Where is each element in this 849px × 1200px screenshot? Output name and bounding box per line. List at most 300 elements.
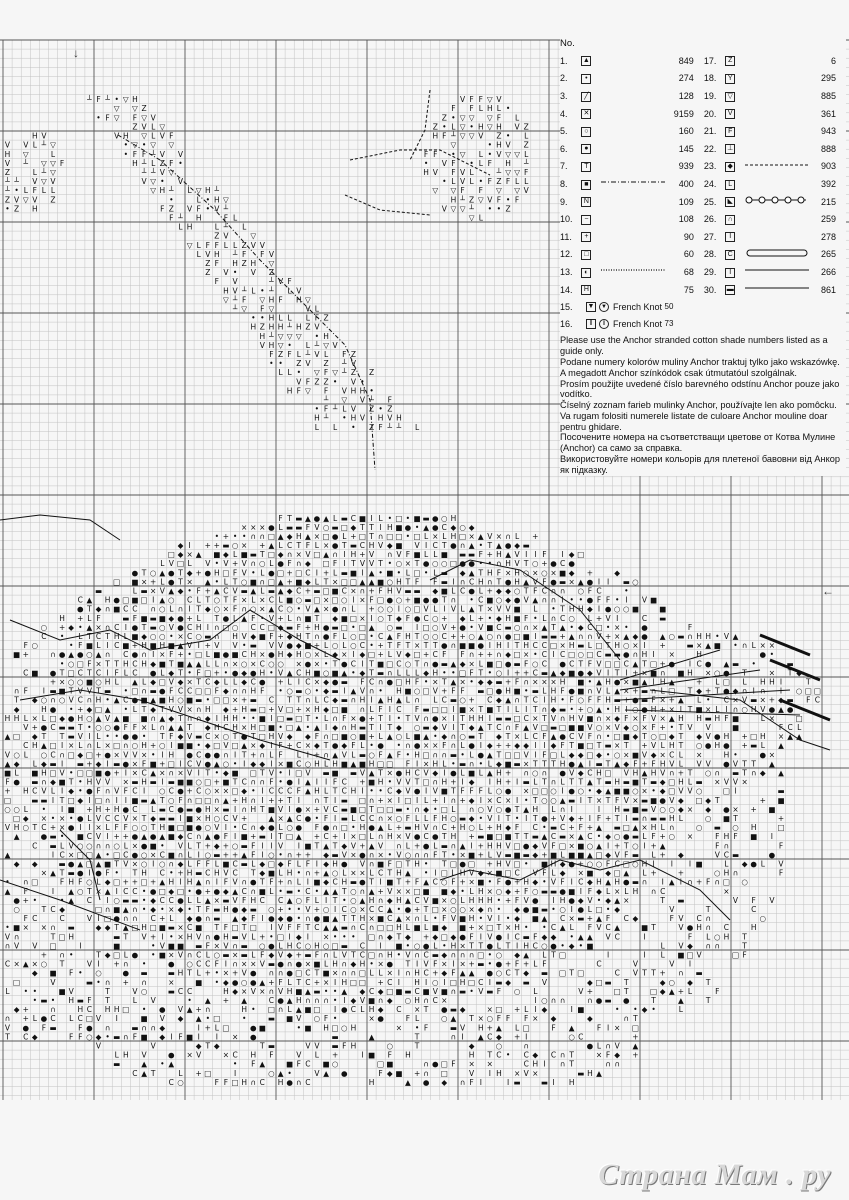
stitch-symbol: ∩ — [578, 632, 584, 641]
stitch-symbol: ◆ — [241, 678, 247, 687]
stitch-symbol: L — [479, 214, 484, 223]
stitch-symbol: L — [524, 177, 529, 186]
stitch-symbol: ▬ — [505, 623, 512, 632]
stitch-symbol: □ — [386, 659, 393, 668]
stitch-symbol: ■ — [650, 596, 657, 605]
stitch-symbol: Z — [278, 350, 283, 359]
stitch-symbol: ∩ — [105, 623, 111, 632]
stitch-symbol: ● — [623, 996, 630, 1005]
stitch-symbol: ∩ — [396, 841, 402, 850]
legend-row — [560, 122, 846, 140]
stitch-symbol: C — [514, 869, 519, 878]
stitch-symbol: ◆ — [623, 723, 629, 732]
stitch-symbol: T — [414, 632, 420, 641]
stitch-symbol: ∩ — [232, 960, 238, 969]
stitch-symbol: ◆ — [323, 705, 329, 714]
stitch-symbol: T — [741, 668, 747, 677]
stitch-symbol: ◆ — [778, 696, 784, 705]
stitch-symbol: ○ — [468, 632, 475, 641]
stitch-symbol: V — [606, 932, 612, 941]
stitch-symbol: ■ — [623, 787, 630, 796]
stitch-symbol: ○ — [432, 632, 439, 641]
stitch-symbol: T — [541, 759, 547, 768]
stitch-symbol: ○ — [669, 805, 676, 814]
stitch-symbol: + — [423, 932, 429, 941]
stitch-symbol: × — [778, 732, 784, 741]
y-icon: Y — [725, 74, 735, 84]
stitch-symbol: ▲ — [469, 969, 475, 978]
stitch-symbol: C — [32, 841, 37, 850]
stitch-symbol: □ — [541, 787, 548, 796]
stitch-symbol: I — [334, 978, 336, 987]
stitch-symbol: C — [560, 614, 565, 623]
stitch-symbol: ● — [205, 750, 212, 759]
stitch-symbol: ▽ — [50, 141, 56, 150]
stitch-symbol: ∩ — [305, 996, 311, 1005]
stitch-symbol: F — [542, 750, 546, 759]
stitch-symbol: I — [552, 1078, 554, 1087]
stitch-symbol: F — [224, 1078, 228, 1087]
stitch-symbol: □ — [386, 923, 393, 932]
stitch-symbol: F — [42, 1023, 46, 1032]
stitch-symbol: F — [324, 368, 328, 377]
stitch-symbol: ■ — [659, 605, 666, 614]
stitch-symbol: × — [95, 823, 101, 832]
stitch-symbol: + — [541, 850, 547, 859]
stitch-symbol: V — [260, 960, 266, 969]
stitch-symbol: × — [468, 659, 474, 668]
stitch-symbol: L — [551, 805, 556, 814]
stitch-symbol: + — [277, 905, 283, 914]
stitch-symbol: L — [24, 750, 29, 759]
stitch-symbol: □ — [668, 787, 675, 796]
stitch-symbol: F — [624, 850, 628, 859]
stitch-symbol: ∩ — [169, 769, 175, 778]
stitch-symbol: T — [50, 932, 56, 941]
stitch-symbol: Z — [524, 141, 529, 150]
stitch-symbol: V — [560, 814, 566, 823]
stitch-symbol: ● — [414, 787, 421, 796]
stitch-symbol: × — [359, 614, 365, 623]
stitch-symbol: ▬ — [404, 823, 411, 832]
stitch-symbol: ◆ — [68, 787, 74, 796]
stitch-symbol: H — [96, 805, 102, 814]
stitch-symbol: ● — [95, 869, 102, 878]
stitch-symbol: I — [379, 878, 381, 887]
stitch-symbol: • — [606, 750, 610, 759]
stitch-symbol: T — [614, 668, 620, 677]
stitch-symbol: × — [614, 632, 620, 641]
stitch-symbol: H — [405, 1051, 411, 1060]
stitch-symbol: T — [578, 778, 584, 787]
stitch-symbol: • — [269, 932, 273, 941]
stitch-symbol: ○ — [696, 787, 703, 796]
stitch-symbol: L — [542, 951, 547, 960]
stitch-symbol: V — [396, 550, 402, 559]
stitch-symbol: T — [250, 869, 256, 878]
stitch-symbol: ▲ — [141, 1060, 147, 1069]
legend-number: 10. — [560, 210, 581, 228]
stitch-symbol: □ — [177, 559, 184, 568]
stitch-symbol: F — [415, 678, 419, 687]
stitch-symbol: ● — [286, 1078, 293, 1087]
stitch-symbol: ○ — [541, 941, 548, 950]
stitch-symbol: C — [351, 1005, 356, 1014]
stitch-symbol: C — [187, 596, 192, 605]
stitch-symbol: Z — [324, 314, 329, 323]
stitch-symbol: ∩ — [469, 805, 475, 814]
stitch-symbol: ● — [123, 759, 130, 768]
stitch-symbol: ▲ — [305, 778, 311, 787]
stitch-symbol: • — [124, 705, 128, 714]
stitch-symbol: ▬ — [505, 714, 512, 723]
stitch-symbol: L — [215, 659, 220, 668]
stitch-symbol: □ — [577, 550, 584, 559]
stitch-symbol: □ — [595, 978, 602, 987]
stitch-symbol: I — [361, 659, 363, 668]
stitch-symbol: C — [160, 850, 165, 859]
stitch-symbol: C — [251, 678, 256, 687]
stitch-symbol: ▲ — [87, 596, 93, 605]
stitch-symbol: □ — [423, 687, 430, 696]
i-beam-icon: I — [725, 268, 735, 278]
stitch-symbol: □ — [195, 687, 202, 696]
stitch-symbol: ▲ — [150, 769, 156, 778]
stitch-symbol: ▲ — [205, 996, 211, 1005]
stitch-symbol: ◆ — [159, 1033, 165, 1042]
stitch-symbol: V — [551, 878, 557, 887]
stitch-symbol: ▲ — [241, 850, 247, 859]
stitch-symbol: C — [587, 832, 592, 841]
stitch-symbol: ◆ — [678, 805, 684, 814]
stitch-symbol: L — [451, 587, 456, 596]
stitch-symbol: I — [443, 605, 445, 614]
stitch-symbol: ◆ — [23, 814, 29, 823]
stitch-symbol: □ — [732, 951, 739, 960]
stitch-symbol: T — [277, 832, 283, 841]
stitch-symbol: L — [551, 869, 556, 878]
stitch-symbol: L — [461, 605, 466, 614]
stitch-symbol: ◆ — [351, 996, 357, 1005]
stitch-symbol: ▲ — [159, 832, 165, 841]
stitch-symbol: ◆ — [478, 678, 484, 687]
stitch-symbol: ▲ — [578, 577, 584, 586]
stitch-symbol: ● — [459, 932, 466, 941]
double-bar-icon: ‖ — [586, 319, 596, 329]
stitch-symbol: + — [205, 969, 211, 978]
stitch-symbol: F — [433, 850, 437, 859]
stitch-symbol: ■ — [386, 1060, 393, 1069]
stitch-symbol: □ — [286, 832, 293, 841]
stitch-symbol: ▬ — [295, 687, 302, 696]
stitch-symbol: ■ — [368, 778, 375, 787]
stitch-symbol: ◆ — [205, 723, 211, 732]
down-triangle-filled-icon: ▼ — [586, 302, 596, 312]
stitch-symbol: H — [314, 759, 320, 768]
stitch-symbol: ■ — [159, 659, 166, 668]
stitch-symbol: ■ — [577, 687, 584, 696]
stitch-symbol: I — [525, 550, 527, 559]
legend-number: 22. — [704, 140, 725, 158]
stitch-symbol: T — [305, 923, 311, 932]
stitch-symbol: C — [87, 832, 92, 841]
stitch-symbol: I — [161, 932, 163, 941]
stitch-symbol: × — [214, 732, 220, 741]
stitch-symbol: H — [396, 414, 402, 423]
stitch-symbol: C — [223, 814, 228, 823]
stitch-symbol: ◆ — [341, 841, 347, 850]
stitch-symbol: × — [186, 705, 192, 714]
stitch-symbol: F — [287, 923, 291, 932]
stitch-symbol: ■ — [523, 632, 530, 641]
stitch-symbol: L — [415, 668, 420, 677]
stitch-symbol: ■ — [286, 1014, 293, 1023]
stitch-symbol: × — [177, 932, 183, 941]
stitch-symbol: × — [168, 905, 174, 914]
stitch-symbol: ○ — [669, 632, 676, 641]
stitch-symbol: • — [160, 177, 164, 186]
stitch-symbol: T — [650, 923, 656, 932]
stitch-symbol: ● — [432, 714, 439, 723]
stitch-symbol: □ — [668, 687, 675, 696]
stitch-symbol: L — [324, 787, 329, 796]
stitch-symbol: ▲ — [423, 878, 429, 887]
stitch-symbol: T — [396, 878, 402, 887]
stitch-symbol: ● — [432, 1060, 439, 1069]
stitch-symbol: H — [269, 323, 275, 332]
stitch-symbol: + — [132, 641, 138, 650]
stitch-symbol: + — [541, 559, 547, 568]
stitch-symbol: ▲ — [232, 887, 238, 896]
stitch-symbol: • — [397, 568, 401, 577]
stitch-symbol: C — [442, 696, 447, 705]
stitch-symbol: ● — [432, 514, 439, 523]
stitch-symbol: L — [124, 668, 129, 677]
stitch-symbol: L — [315, 1051, 320, 1060]
stitch-symbol: ■ — [459, 923, 466, 932]
stitch-symbol: ▬ — [632, 832, 639, 841]
stitch-symbol: H — [478, 887, 484, 896]
stitch-symbol: ■ — [177, 941, 184, 950]
stitch-symbol: F — [597, 1023, 601, 1032]
stitch-symbol: V — [160, 132, 166, 141]
stitch-symbol: F — [269, 632, 273, 641]
stitch-symbol: ◆ — [323, 860, 329, 869]
stitch-symbol: ∩ — [5, 941, 11, 950]
stitch-symbol: H — [523, 941, 529, 950]
stitch-symbol: F — [515, 960, 519, 969]
stitch-symbol: F — [124, 723, 128, 732]
stitch-symbol: I — [370, 614, 372, 623]
stitch-symbol: ┴ — [141, 158, 147, 168]
stitch-symbol: □ — [532, 787, 539, 796]
stitch-symbol: H — [351, 1042, 357, 1051]
stitch-symbol: □ — [423, 623, 430, 632]
stitch-symbol: × — [59, 678, 65, 687]
stitch-symbol: T — [578, 659, 584, 668]
stitch-symbol: ▬ — [222, 805, 229, 814]
stitch-symbol: ○ — [77, 678, 84, 687]
stitch-symbol: + — [487, 860, 493, 869]
stitch-symbol: H — [551, 687, 557, 696]
stitch-symbol: • — [524, 860, 528, 869]
stitch-symbol: ○ — [441, 514, 448, 523]
stitch-symbol: ∩ — [141, 687, 147, 696]
stitch-symbol: ▲ — [132, 678, 138, 687]
legend-number: 15. — [560, 301, 586, 313]
stitch-symbol: ▬ — [250, 696, 257, 705]
stitch-symbol: C — [469, 577, 474, 586]
stitch-symbol: ▲ — [278, 577, 284, 586]
stitch-symbol: L — [24, 186, 29, 195]
stitch-symbol: C — [624, 914, 629, 923]
stitch-symbol: ◆ — [341, 741, 347, 750]
stitch-symbol: C — [114, 814, 119, 823]
stitch-symbol: V — [697, 759, 703, 768]
stitch-symbol: C — [378, 905, 383, 914]
stitch-symbol: L — [479, 159, 484, 168]
stitch-symbol: + — [441, 687, 447, 696]
stitch-symbol: ∩ — [132, 905, 138, 914]
stitch-symbol: ▽ — [487, 113, 493, 122]
stitch-symbol: I — [389, 714, 391, 723]
stitch-symbol: ◆ — [305, 577, 311, 586]
stitch-symbol: ▲ — [724, 659, 730, 668]
stitch-symbol: • — [233, 532, 237, 541]
stitch-symbol: • — [442, 177, 446, 186]
stitch-symbol: ▲ — [623, 869, 629, 878]
stitch-symbol: H — [760, 732, 766, 741]
stitch-symbol: ∩ — [551, 614, 557, 623]
stitch-symbol: ∩ — [760, 687, 766, 696]
stitch-symbol: I — [534, 996, 536, 1005]
stitch-symbol: ▬ — [49, 841, 56, 850]
stitch-symbol: V — [515, 550, 521, 559]
stitch-symbol: L — [479, 587, 484, 596]
stitch-symbol: V — [678, 923, 684, 932]
stitch-symbol: □ — [49, 769, 56, 778]
stitch-symbol: F — [233, 568, 237, 577]
stitch-symbol: ■ — [641, 923, 648, 932]
stitch-symbol: ■ — [577, 1005, 584, 1014]
stitch-symbol: ● — [478, 641, 485, 650]
stitch-symbol: ∩ — [460, 951, 466, 960]
stitch-symbol: ∩ — [414, 850, 420, 859]
stitch-symbol: L — [96, 641, 101, 650]
stitch-symbol: L — [642, 869, 647, 878]
stitch-symbol: ▲ — [323, 514, 329, 523]
stitch-symbol: T — [414, 1042, 420, 1051]
stitch-symbol: ● — [568, 687, 575, 696]
stitch-symbol: □ — [568, 650, 575, 659]
stitch-symbol: T — [678, 741, 684, 750]
stitch-symbol: ▬ — [523, 978, 530, 987]
stitch-symbol: + — [478, 650, 484, 659]
stitch-symbol: ○ — [432, 614, 439, 623]
stitch-symbol: ▽ — [469, 214, 475, 223]
stitch-symbol: I — [125, 623, 127, 632]
stitch-symbol: V — [278, 732, 284, 741]
stitch-symbol: • — [770, 650, 774, 659]
stitch-symbol: ◆ — [323, 850, 329, 859]
stitch-symbol: ● — [623, 650, 630, 659]
stitch-symbol: ■ — [541, 860, 548, 869]
stitch-symbol: I — [52, 887, 54, 896]
stitch-symbol: C — [342, 587, 347, 596]
stitch-symbol: Z — [506, 204, 511, 213]
stitch-symbol: ◆ — [387, 996, 393, 1005]
stitch-symbol: ▲ — [287, 896, 293, 905]
stitch-symbol: ◆ — [605, 869, 611, 878]
stitch-symbol: ● — [132, 832, 139, 841]
stitch-symbol: ∩ — [296, 1078, 302, 1087]
stitch-symbol: T — [59, 960, 65, 969]
stitch-symbol: ◆ — [278, 550, 284, 559]
stitch-symbol: □ — [49, 714, 56, 723]
stitch-symbol: V — [5, 1023, 11, 1032]
stitch-symbol: F — [588, 887, 592, 896]
stitch-symbol: × — [496, 532, 502, 541]
stitch-symbol: I — [298, 796, 300, 805]
stitch-symbol: × — [350, 587, 356, 596]
stitch-symbol: ○ — [86, 1033, 93, 1042]
stitch-symbol: ■ — [368, 996, 375, 1005]
stitch-symbol: • — [124, 150, 128, 159]
stitch-symbol: ▬ — [359, 750, 366, 759]
stitch-symbol: • — [406, 750, 410, 759]
stitch-symbol: ○ — [705, 769, 712, 778]
stitch-symbol: I — [434, 869, 436, 878]
stitch-symbol: ▲ — [360, 896, 366, 905]
stitch-symbol: ▬ — [141, 587, 148, 596]
stitch-symbol: ○ — [450, 896, 457, 905]
stitch-symbol: ○ — [332, 1060, 339, 1069]
stitch-symbol: H — [560, 759, 566, 768]
stitch-symbol: F — [169, 687, 173, 696]
stitch-symbol: ▬ — [286, 523, 293, 532]
stitch-symbol: ┴ — [41, 167, 47, 177]
stitch-symbol: ○ — [405, 996, 412, 1005]
stitch-symbol: ▬ — [605, 650, 612, 659]
stitch-symbol: H — [705, 632, 711, 641]
stitch-symbol: □ — [395, 514, 402, 523]
stitch-symbol: ■ — [677, 668, 684, 677]
stitch-symbol: I — [480, 796, 482, 805]
stitch-symbol: H — [287, 941, 293, 950]
stitch-symbol: C — [360, 941, 365, 950]
stitch-symbol: L — [451, 177, 456, 186]
legend-row — [560, 158, 846, 176]
stitch-symbol: I — [198, 1033, 200, 1042]
stitch-symbol: ▲ — [587, 932, 593, 941]
stitch-symbol: ∩ — [87, 696, 93, 705]
stitch-symbol: ▲ — [596, 823, 602, 832]
stitch-symbol: ◆ — [141, 632, 147, 641]
stitch-symbol: F — [588, 587, 592, 596]
stitch-symbol: ∩ — [460, 577, 466, 586]
stitch-symbol: + — [223, 532, 229, 541]
stitch-symbol: T — [104, 632, 110, 641]
stitch-symbol: ▽ — [168, 141, 174, 150]
stitch-symbol: × — [241, 723, 247, 732]
stitch-symbol: + — [487, 587, 493, 596]
stitch-symbol: ▽ — [514, 186, 520, 195]
stitch-symbol: ◆ — [432, 587, 438, 596]
stitch-symbol: × — [68, 741, 74, 750]
stitch-symbol: C — [205, 869, 210, 878]
stitch-symbol: V — [314, 1042, 320, 1051]
stitch-symbol: • — [569, 932, 573, 941]
